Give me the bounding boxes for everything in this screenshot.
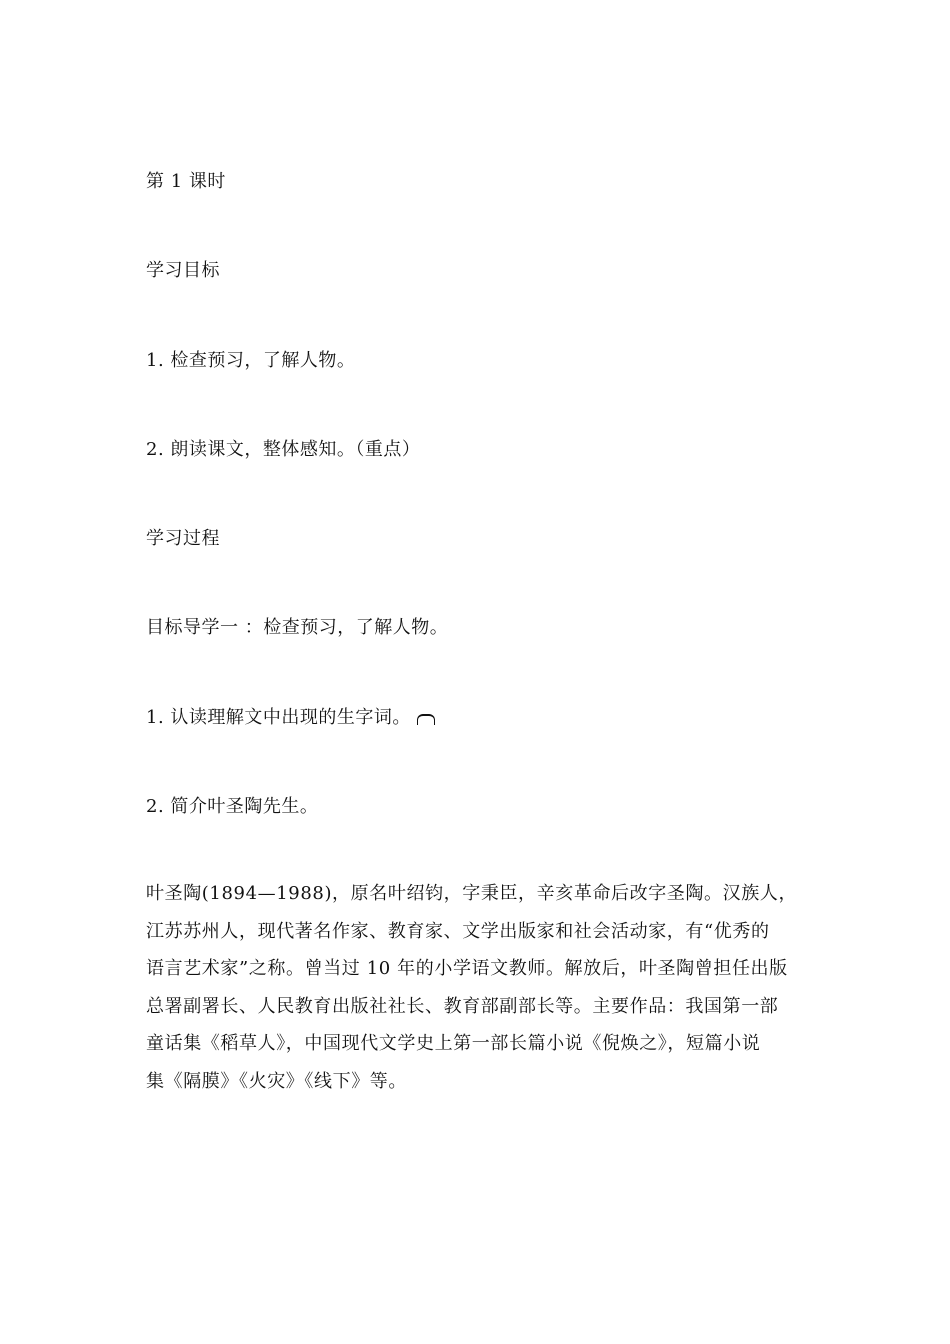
biography-line: 总署副署长、人民教育出版社社长、教育部副部长等。主要作品：我国第一部 bbox=[146, 995, 779, 1017]
step-item: 2. 简介叶圣陶先生。 bbox=[146, 796, 319, 817]
process-heading: 学习过程 bbox=[146, 528, 220, 549]
biography-line: 江苏苏州人，现代著名作家、教育家、文学出版家和社会活动家，有“优秀的 bbox=[146, 920, 770, 942]
lesson-title: 第 1 课时 bbox=[146, 171, 226, 192]
biography-line: 童话集《稻草人》，中国现代文学史上第一部长篇小说《倪焕之》，短篇小说 bbox=[146, 1033, 761, 1054]
goal-one-heading: 目标导学一 ：检查预习，了解人物。 bbox=[146, 617, 449, 638]
objective-item: 2. 朗读课文，整体感知。（重点） bbox=[146, 439, 421, 460]
step-text: 1. 认读理解文中出现的生字词。 bbox=[146, 707, 411, 728]
editing-mark-icon bbox=[417, 714, 435, 725]
biography-line: 语言艺术家”之称。曾当过 10 年的小学语文教师。解放后，叶圣陶曾担任出版 bbox=[146, 958, 788, 979]
biography-line: 集《隔膜》《火灾》《线下》等。 bbox=[146, 1070, 407, 1092]
objectives-heading: 学习目标 bbox=[146, 260, 220, 281]
biography-line: 叶圣陶(1894—1988)，原名叶绍钧，字秉臣，辛亥革命后改字圣陶。汉族人， bbox=[146, 883, 798, 904]
objective-item: 1. 检查预习，了解人物。 bbox=[146, 350, 356, 371]
step-item bbox=[146, 707, 435, 729]
biography-paragraph bbox=[146, 875, 816, 1100]
